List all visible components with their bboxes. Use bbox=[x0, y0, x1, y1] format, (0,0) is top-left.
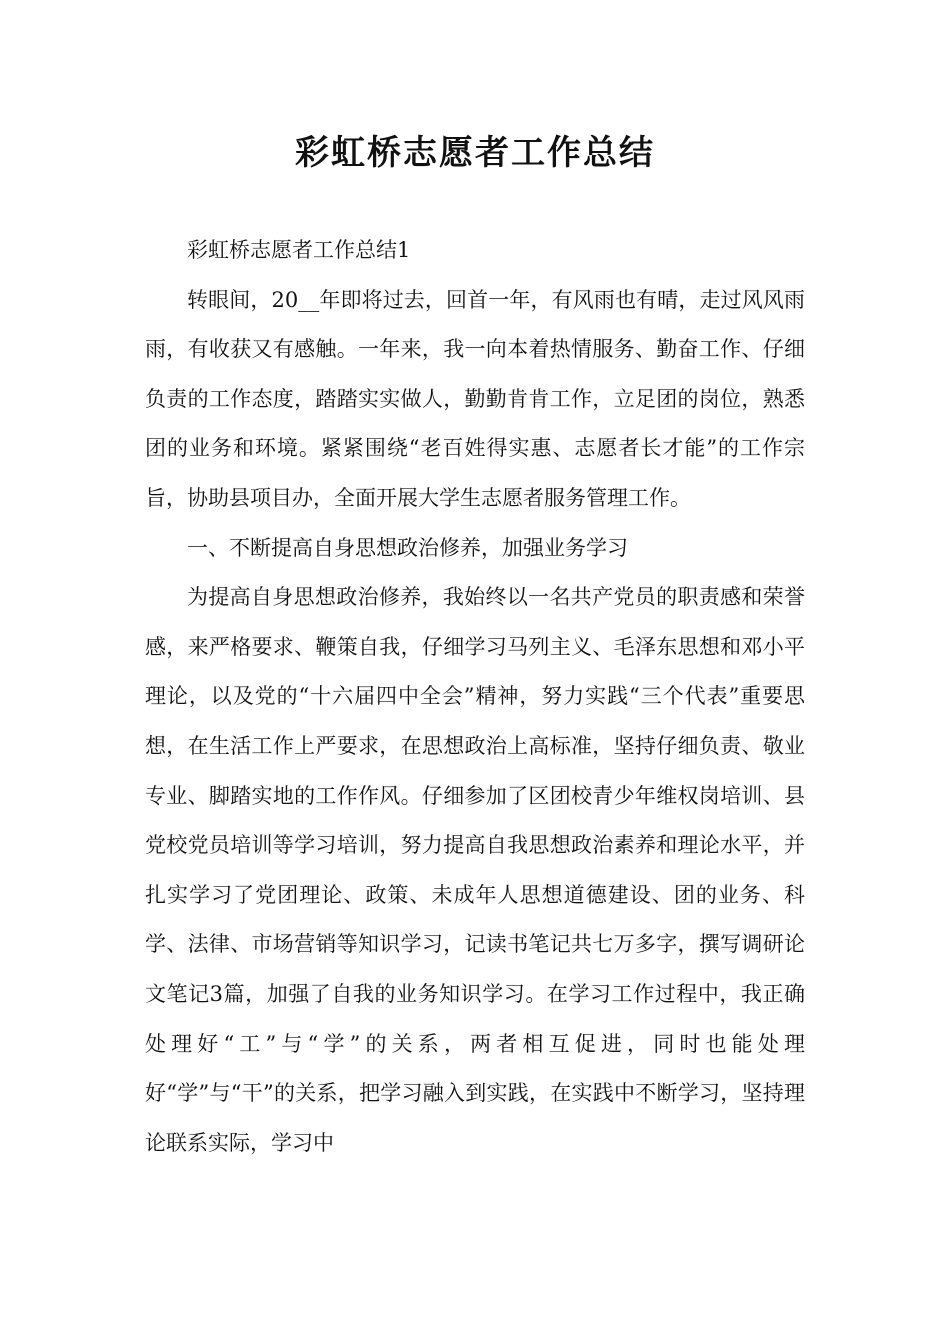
paragraph-heading-one: 一、不断提高自身思想政治修养，加强业务学习 bbox=[187, 535, 628, 560]
paragraph-study: 为提高自身思想政治修养，我始终以一名共产党员的职责感和荣誉感，来严格要求、鞭策自我，仔细学习马列主义、毛泽东思想和邓小平理论，以及党的“十六届四中全会”精神，努力实践“三个代表”重要思想，在生活工作上严要求，在思想政治上高标准，坚持仔细负责、敬业专业、脚踏实地的工作作风。仔细参加了区团校青少年维权岗培训、县党校党员培训等学习培训，努力提高自我思想政治素养和理论水平，并扎实学习了党团理论、政策、未成年人思想道德建设、团的业务、科学、法律、市场营销等知识学习，记读书笔记共七万多字，撰写调研论文笔记3篇，加强了自我的业务知识学习。在学习工作过程中，我正确处理好“工”与“学”的关系，两者相互促进，同时也能处理好“学”与“干”的关系，把学习融入到实践，在实践中不断学习，坚持理论联系实际，学习中 bbox=[145, 585, 805, 1155]
document-body bbox=[145, 226, 805, 1168]
paragraph-section-heading: 彩虹桥志愿者工作总结1 bbox=[187, 238, 411, 262]
document-title: 彩虹桥志愿者工作总结 bbox=[295, 133, 655, 173]
paragraph-intro: 转眼间，20__年即将过去，回首一年，有风雨也有晴，走过风风雨雨，有收获又有感触。一年来，我一向本着热情服务、勤奋工作、仔细负责的工作态度，踏踏实实做人，勤勤肯肯工作，立足团的岗位，熟悉团的业务和环境。紧紧围绕“老百姓得实惠、志愿者长才能”的工作宗旨，协助县项目办，全面开展大学生志愿者服务管理工作。 bbox=[145, 287, 805, 510]
